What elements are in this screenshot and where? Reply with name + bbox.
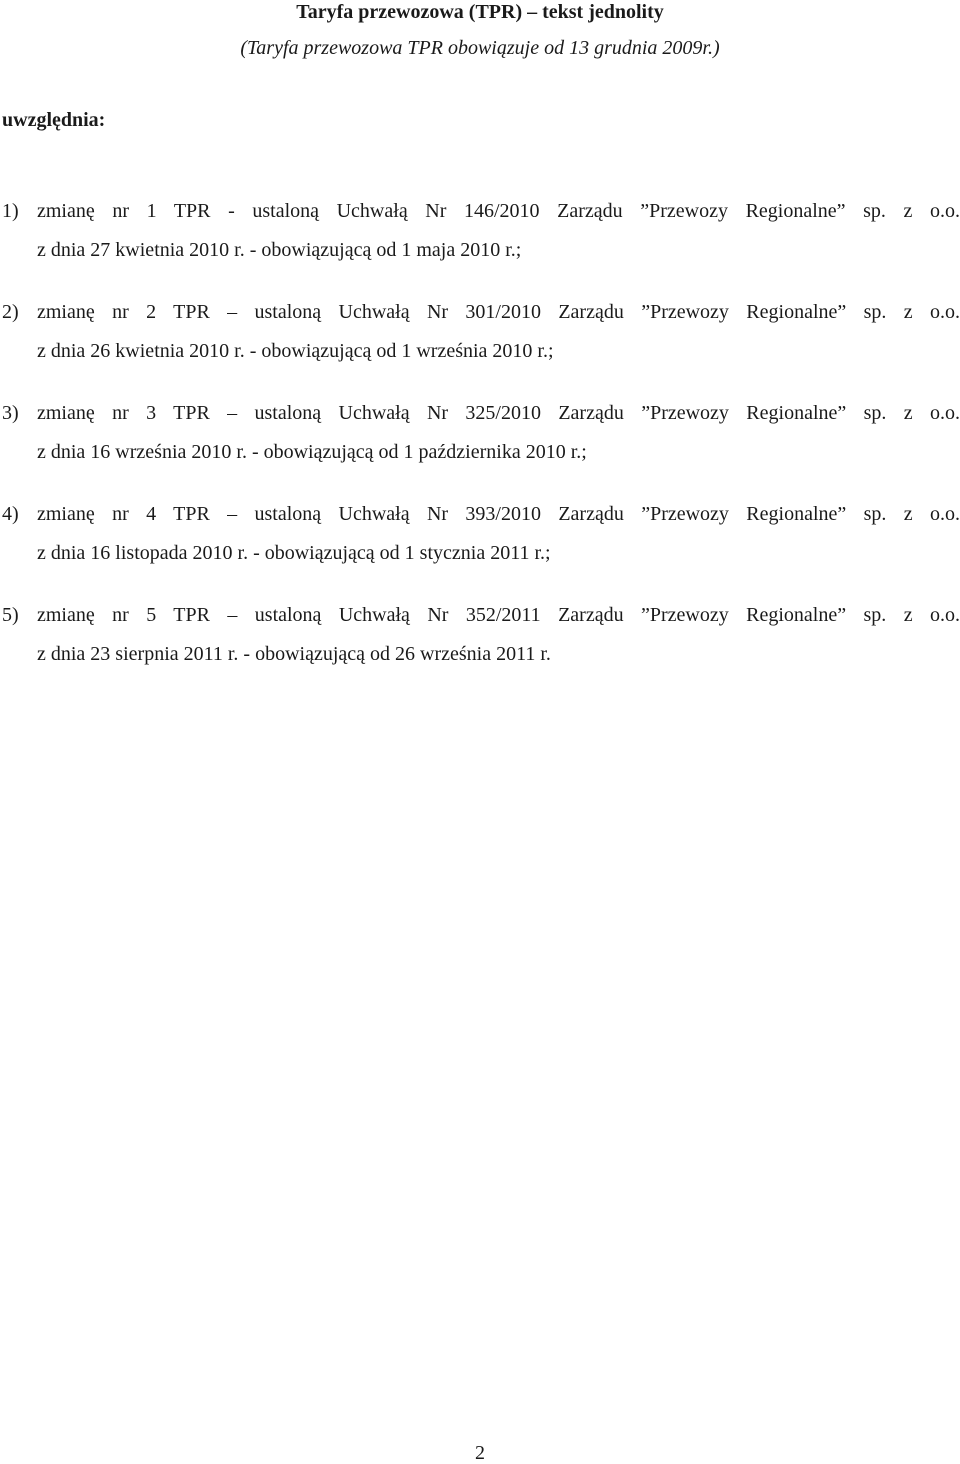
- item-line-2: z dnia 16 września 2010 r. - obowiązującą od 1 października 2010 r.;: [37, 441, 587, 463]
- item-number: 5): [2, 604, 19, 626]
- item-line-2: z dnia 27 kwietnia 2010 r. - obowiązującą od 1 maja 2010 r.;: [37, 239, 522, 261]
- item-line-1: zmianę nr 2 TPR – ustaloną Uchwałą Nr 301/2010 Zarządu ”Przewozy Regionalne” sp. z o.o.: [37, 301, 960, 323]
- document-title: Taryfa przewozowa (TPR) – tekst jednolity: [296, 1, 664, 23]
- page-number: 2: [475, 1442, 485, 1464]
- item-line-2: z dnia 26 kwietnia 2010 r. - obowiązującą od 1 września 2010 r.;: [37, 340, 554, 362]
- item-number: 3): [2, 402, 19, 424]
- intro-label: uwzględnia:: [2, 109, 106, 131]
- item-line-2: z dnia 23 sierpnia 2011 r. - obowiązującą od 26 września 2011 r.: [37, 643, 551, 665]
- item-number: 1): [2, 200, 19, 222]
- item-line-1: zmianę nr 4 TPR – ustaloną Uchwałą Nr 393/2010 Zarządu ”Przewozy Regionalne” sp. z o.o.: [37, 503, 960, 525]
- item-line-2: z dnia 16 listopada 2010 r. - obowiązującą od 1 stycznia 2011 r.;: [37, 542, 551, 564]
- item-number: 4): [2, 503, 19, 525]
- item-number: 2): [2, 301, 19, 323]
- document-subtitle: (Taryfa przewozowa TPR obowiązuje od 13 grudnia 2009r.): [240, 37, 720, 59]
- item-line-1: zmianę nr 1 TPR - ustaloną Uchwałą Nr 146/2010 Zarządu ”Przewozy Regionalne” sp. z o.o.: [37, 200, 960, 222]
- item-line-1: zmianę nr 5 TPR – ustaloną Uchwałą Nr 352/2011 Zarządu ”Przewozy Regionalne” sp. z o.o.: [37, 604, 960, 626]
- item-line-1: zmianę nr 3 TPR – ustaloną Uchwałą Nr 325/2010 Zarządu ”Przewozy Regionalne” sp. z o.o.: [37, 402, 960, 424]
